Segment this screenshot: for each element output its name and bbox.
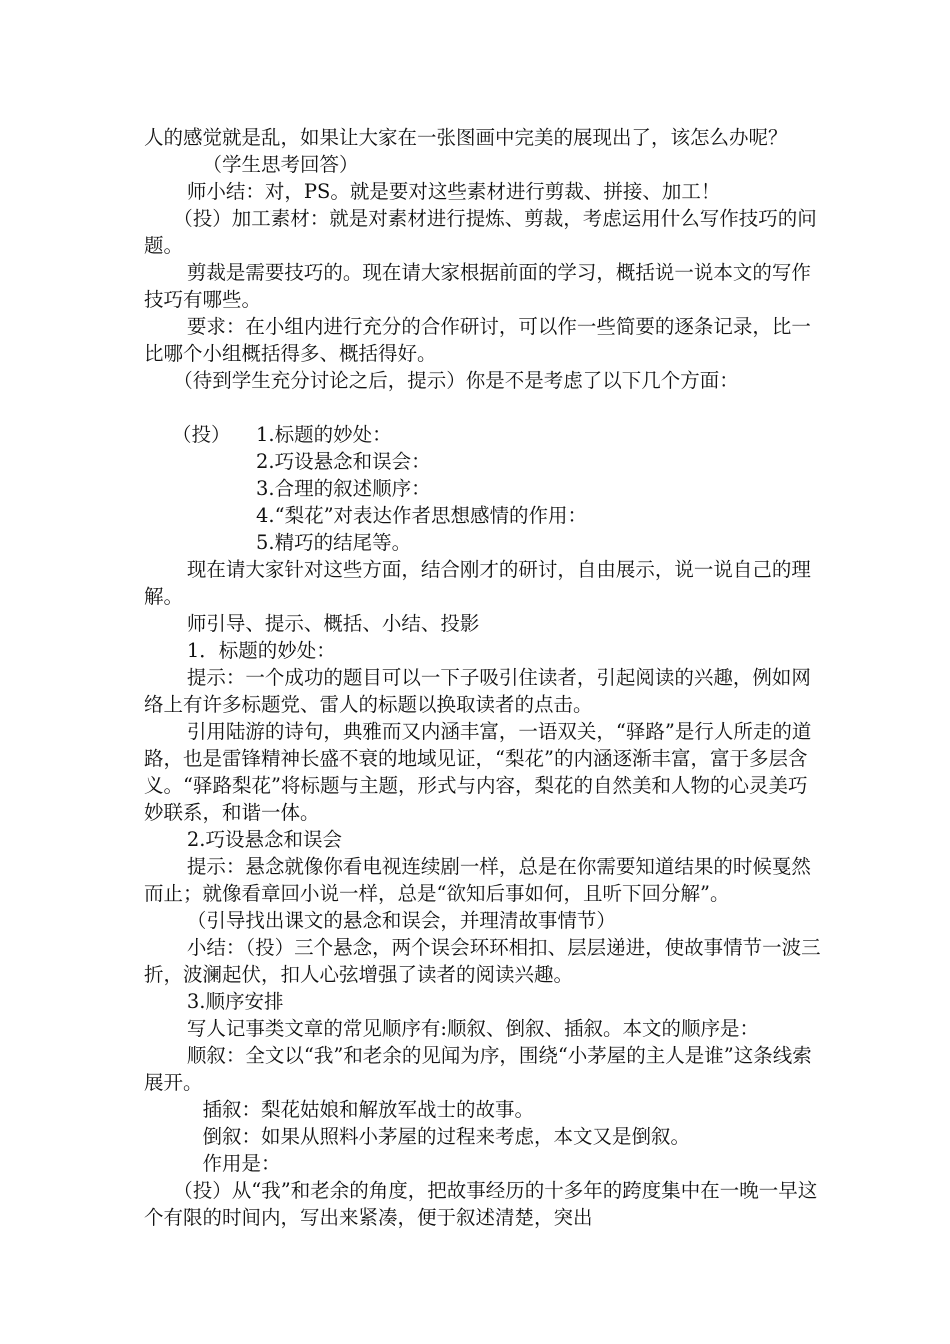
list-lead-empty xyxy=(144,529,256,556)
list-lead-empty xyxy=(144,475,256,502)
list-lead-empty xyxy=(144,448,256,475)
list-item-text: 5.精巧的结尾等。 xyxy=(256,531,412,554)
paragraph: （学生思考回答） xyxy=(202,153,359,176)
blank-line xyxy=(144,394,824,421)
list-item-text: 2.巧设悬念和误会： xyxy=(256,450,431,473)
paragraph: 人的感觉就是乱，如果让大家在一张图画中完美的展现出了，该怎么办呢？ xyxy=(144,126,788,149)
list-item xyxy=(144,448,824,475)
paragraph: 小结：（投）三个悬念，两个误会环环相扣、层层递进，使故事情节一波三折，波澜起伏，扣人心弦增强了读者的阅读兴趣。 xyxy=(144,936,821,986)
projected-list xyxy=(144,421,824,556)
paragraph: 师小结：对，PS。就是要对这些素材进行剪裁、拼接、加工！ xyxy=(186,180,721,203)
list-item-text: 3.合理的叙述顺序： xyxy=(256,477,431,500)
paragraph: 顺叙：全文以“我”和老余的见闻为序，围绕“小茅屋的主人是谁”这条线索展开。 xyxy=(144,1044,812,1094)
paragraph: 插叙：梨花姑娘和解放军战士的故事。 xyxy=(202,1098,535,1121)
list-lead-label: （投） xyxy=(172,423,231,446)
paragraph: 师引导、提示、概括、小结、投影 xyxy=(186,612,480,635)
list-item-text: 1.标题的妙处： xyxy=(256,423,392,446)
paragraph: 剪裁是需要技巧的。现在请大家根据前面的学习，概括说一说本文的写作技巧有哪些。 xyxy=(144,261,811,311)
paragraph: 现在请大家针对这些方面，结合刚才的研讨，自由展示，说一说自己的理解。 xyxy=(144,558,811,608)
paragraph: 倒叙：如果从照料小茅屋的过程来考虑，本文又是倒叙。 xyxy=(202,1125,691,1148)
paragraph: 提示：一个成功的题目可以一下子吸引住读者，引起阅读的兴趣，例如网络上有许多标题党、雷人的标题以换取读者的点击。 xyxy=(144,666,811,716)
paragraph: （投）从“我”和老余的角度，把故事经历的十多年的跨度集中在一晚一早这个有限的时间内，写出来紧凑，便于叙述清楚，突出 xyxy=(144,1179,818,1229)
paragraph: 提示：悬念就像你看电视连续剧一样，总是在你需要知道结果的时候戛然而止；就像看章回小说一样，总是“欲知后事如何，且听下回分解”。 xyxy=(144,855,811,905)
paragraph: （待到学生充分讨论之后，提示）你是不是考虑了以下几个方面： xyxy=(173,369,739,392)
paragraph: （投）加工素材：就是对素材进行提炼、剪裁，考虑运用什么写作技巧的问题。 xyxy=(144,207,817,257)
list-item xyxy=(144,421,824,448)
list-lead-empty xyxy=(144,502,256,529)
section-heading: 2.巧设悬念和误会 xyxy=(186,828,342,851)
paragraph: 引用陆游的诗句，典雅而又内涵丰富，一语双关，“驿路”是行人所走的道路，也是雷锋精神长盛不衰的地域见证，“梨花”的内涵逐渐丰富，富于多层含义。“驿路梨花”将标题与主题，形式与内容，梨花的自然美和人物的心灵美巧妙联系，和谐一体。 xyxy=(144,720,812,824)
list-item xyxy=(144,502,824,529)
section-heading: 3.顺序安排 xyxy=(186,990,284,1013)
paragraph: 写人记事类文章的常见顺序有:顺叙、倒叙、插叙。本文的顺序是： xyxy=(186,1017,759,1040)
list-item-text: 4.“梨花”对表达作者思想感情的作用： xyxy=(256,504,588,527)
paragraph: 要求：在小组内进行充分的合作研讨，可以作一些简要的逐条记录，比一比哪个小组概括得多、概括得好。 xyxy=(144,315,811,365)
paragraph: 作用是： xyxy=(202,1152,281,1175)
section-heading: 1．标题的妙处： xyxy=(186,639,336,662)
paragraph: （引导找出课文的悬念和误会，并理清故事情节） xyxy=(186,909,616,932)
document-body xyxy=(144,124,824,1231)
list-item xyxy=(144,475,824,502)
list-item xyxy=(144,529,824,556)
